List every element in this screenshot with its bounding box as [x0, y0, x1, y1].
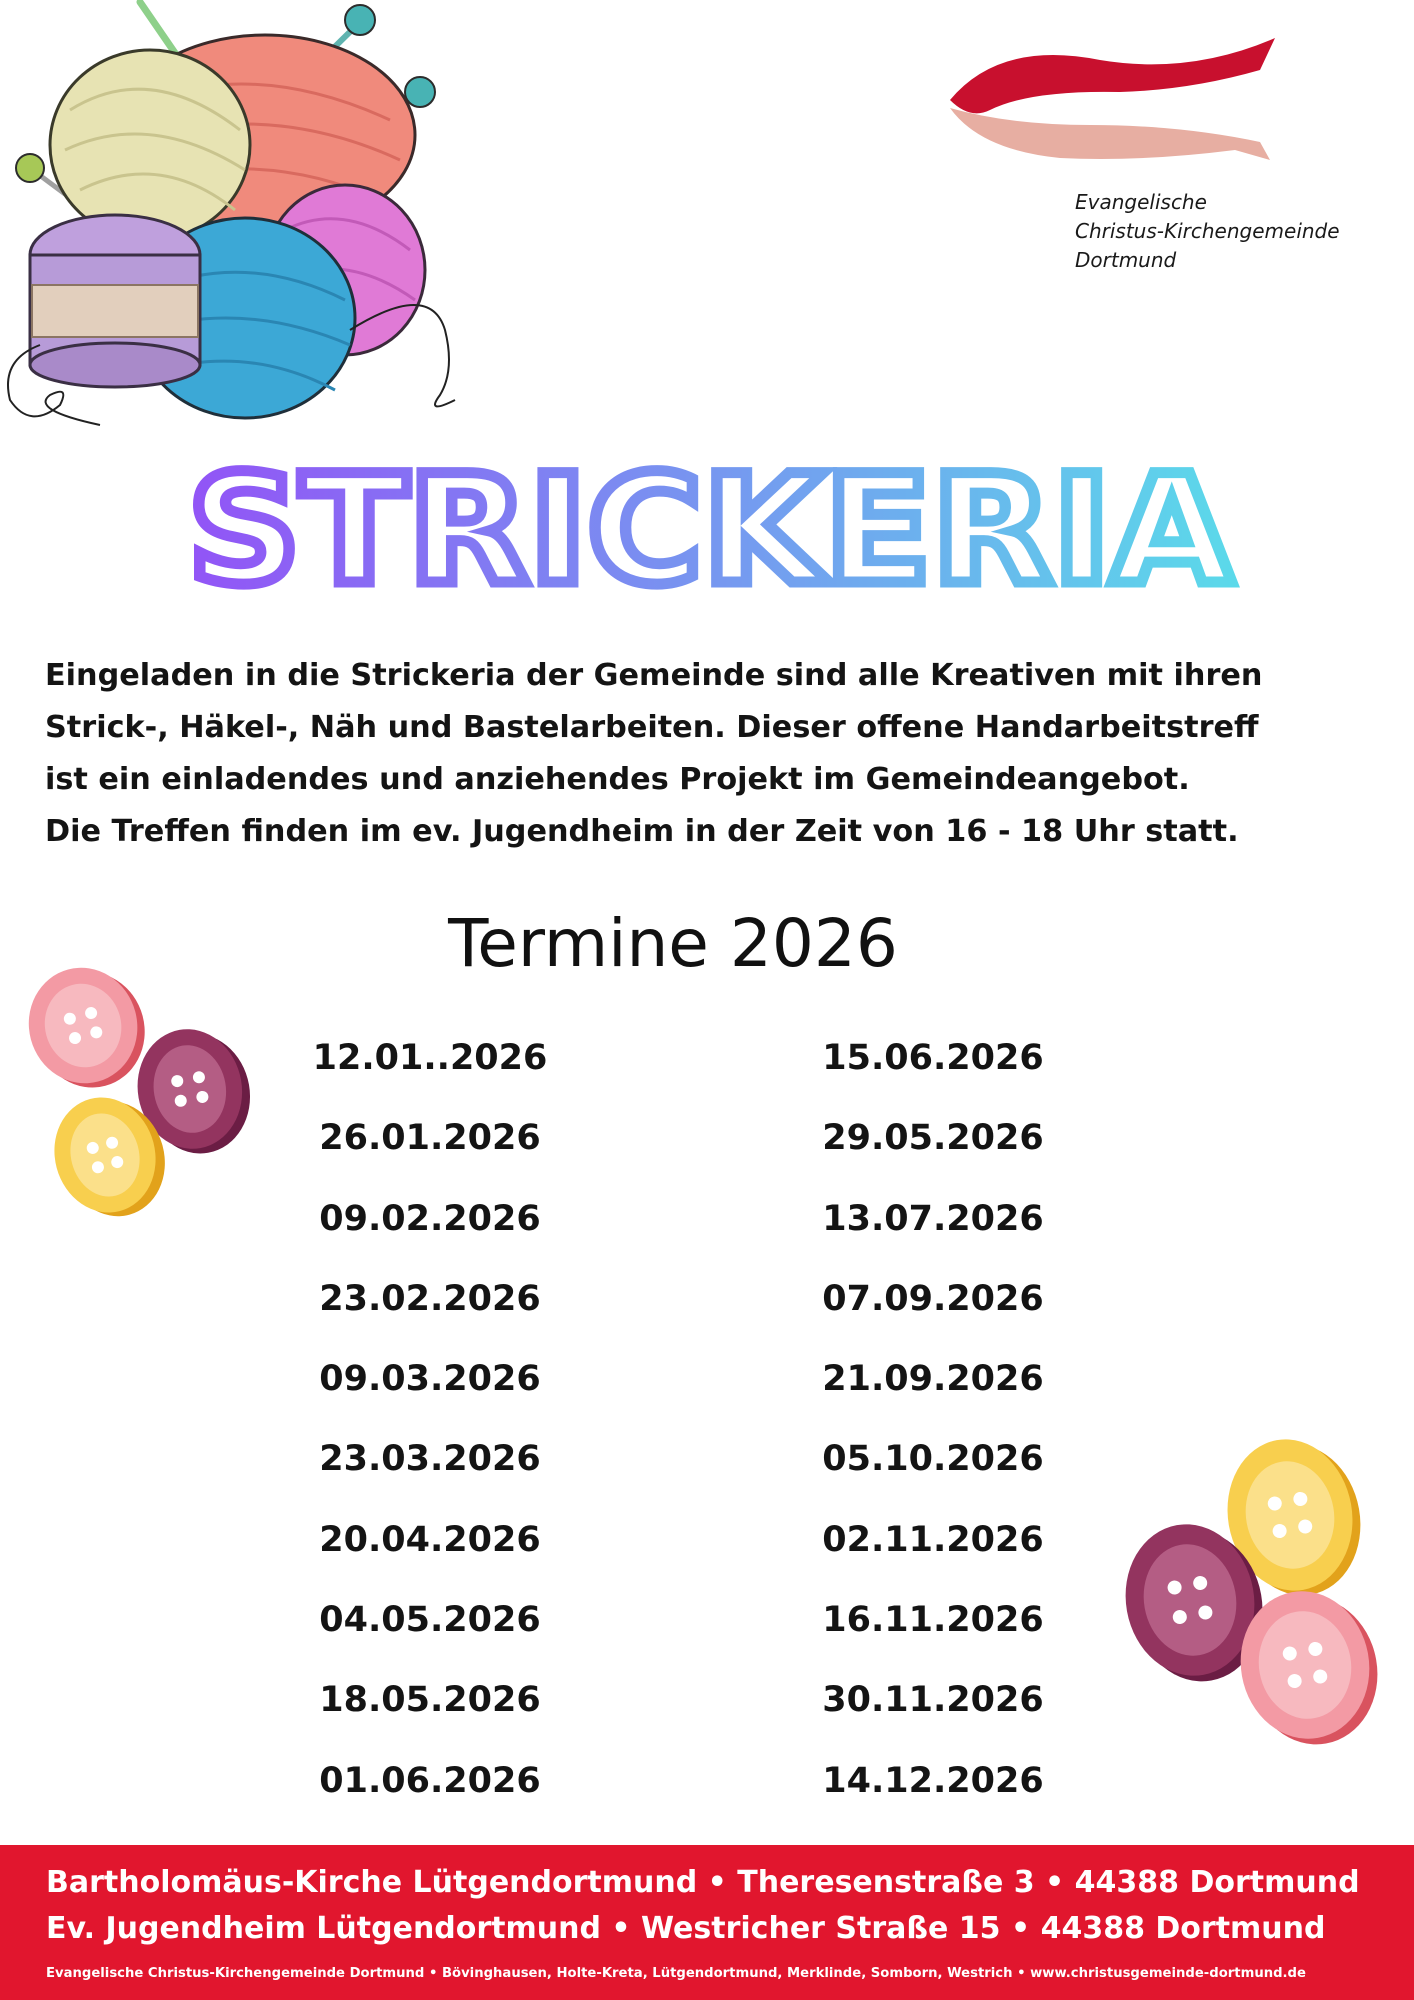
footer-address-church: Bartholomäus-Kirche Lütgendortmund • Theresenstraße 3 • 44388 Dortmund [46, 1865, 1360, 1900]
date-item: 07.09.2026 [822, 1278, 1044, 1319]
logo-line: Dortmund [1075, 248, 1177, 272]
date-item: 18.05.2026 [319, 1680, 541, 1721]
intro-line: Die Treffen finden im ev. Jugendheim in der Zeit von 16 - 18 Uhr statt. [45, 814, 1239, 849]
date-item: 16.11.2026 [822, 1600, 1044, 1641]
yarn-illustration [0, 0, 475, 432]
church-logo [940, 30, 1360, 280]
date-item: 23.03.2026 [319, 1439, 541, 1480]
termine-heading: Termine 2026 [448, 905, 898, 982]
date-item: 14.12.2026 [822, 1760, 1044, 1801]
dates-column-right [753, 1030, 1113, 1833]
footer-community-info: Evangelische Christus-Kirchengemeinde Dortmund • Bövinghausen, Holte-Kreta, Lütgendortmund, Merklinde, Somborn, Westrich • www.christusgemeinde-dortmund.de [46, 1966, 1306, 1981]
fish-logo-icon [940, 30, 1300, 180]
footer-address-youth-center: Ev. Jugendheim Lütgendortmund • Westricher Straße 15 • 44388 Dortmund [46, 1911, 1326, 1946]
title-text: STRICKERIA [187, 444, 1233, 600]
date-item: 05.10.2026 [822, 1439, 1044, 1480]
intro-line: Eingeladen in die Strickeria der Gemeinde sind alle Kreativen mit ihren [45, 658, 1263, 693]
intro-line: ist ein einladendes und anziehendes Projekt im Gemeindeangebot. [45, 762, 1190, 797]
date-item: 09.03.2026 [319, 1359, 541, 1400]
intro-line: Strick-, Häkel-, Näh und Bastelarbeiten. Dieser offene Handarbeitstreff [45, 710, 1259, 745]
date-item: 13.07.2026 [822, 1198, 1044, 1239]
date-item: 09.02.2026 [319, 1198, 541, 1239]
date-item: 12.01..2026 [312, 1038, 548, 1078]
date-item: 02.11.2026 [822, 1519, 1044, 1560]
date-item: 21.09.2026 [822, 1359, 1044, 1400]
date-item: 20.04.2026 [319, 1519, 541, 1560]
date-item: 01.06.2026 [319, 1760, 541, 1801]
logo-text [1075, 188, 1340, 275]
buttons-illustration [25, 955, 255, 1225]
date-item: 15.06.2026 [822, 1038, 1044, 1078]
date-item: 26.01.2026 [319, 1118, 541, 1159]
date-item: 30.11.2026 [822, 1680, 1044, 1721]
date-item: 29.05.2026 [822, 1118, 1044, 1159]
logo-line: Evangelische [1075, 190, 1207, 214]
footer [0, 1845, 1414, 2000]
date-item: 04.05.2026 [319, 1600, 541, 1641]
intro-text [45, 650, 1385, 858]
dates-column-left [250, 1030, 610, 1833]
logo-line: Christus-Kirchengemeinde [1075, 219, 1340, 243]
buttons-illustration [1115, 1425, 1385, 1755]
date-item: 23.02.2026 [319, 1278, 541, 1319]
title [180, 440, 1240, 600]
